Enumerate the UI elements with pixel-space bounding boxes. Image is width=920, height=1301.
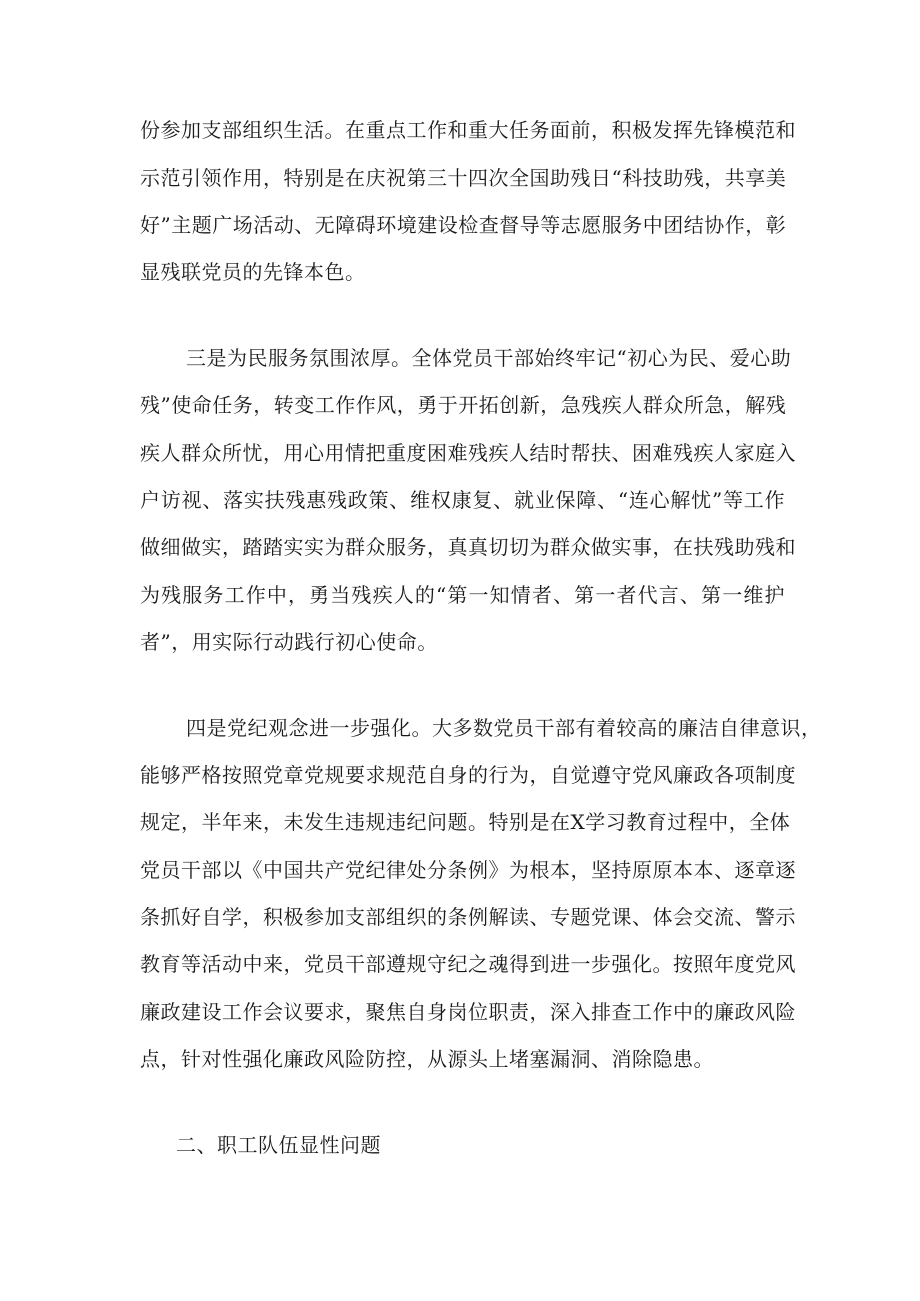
paragraph-line: 户访视、落实扶残惠残政策、维权康复、就业保障、“连心解忧”等工作 [140, 488, 785, 512]
paragraph-line: 教育等活动中来，党员干部遵规守纪之魂得到进一步强化。按照年度党风 [140, 952, 796, 976]
section-heading: 二、职工队伍显性问题 [176, 1133, 381, 1157]
paragraph-line: 者”，用实际行动践行初心使命。 [140, 630, 438, 654]
paragraph-line: 规定，半年来，未发生违规违纪问题。特别是在X学习教育过程中，全体 [140, 810, 791, 834]
paragraph-line: 条抓好自学，积极参加支部组织的条例解读、专题党课、体会交流、警示 [140, 905, 796, 929]
paragraph-line: 份参加支部组织生活。在重点工作和重大任务面前，积极发挥先锋模范和 [140, 118, 796, 142]
paragraph-line: 党员干部以《中国共产党纪律处分条例》为根本，坚持原原本本、逐章逐 [140, 858, 796, 882]
paragraph-line: 显残联党员的先锋本色。 [140, 260, 366, 284]
paragraph-line: 好”主题广场活动、无障碍环境建设检查督导等志愿服务中团结协作，彰 [140, 213, 787, 237]
paragraph-line: 四是党纪观念进一步强化。大多数党员干部有着较高的廉洁自律意识， [186, 716, 822, 740]
paragraph-line: 三是为民服务氛围浓厚。全体党员干部始终牢记“初心为民、爱心助 [186, 346, 792, 370]
paragraph-line: 为残服务工作中，勇当残疾人的“第一知情者、第一者代言、第一维护 [140, 583, 785, 607]
paragraph-line: 疾人群众所忧，用心用情把重度困难残疾人结时帮扶、困难残疾人家庭入 [140, 441, 796, 465]
paragraph-line: 能够严格按照党章党规要求规范自身的行为，自觉遵守党风廉政各项制度 [140, 763, 796, 787]
paragraph-line: 廉政建设工作会议要求，聚焦自身岗位职责，深入排查工作中的廉政风险 [140, 1000, 796, 1024]
paragraph-line: 点，针对性强化廉政风险防控，从源头上堵塞漏洞、消除隐患。 [140, 1047, 714, 1071]
paragraph-line: 示范引领作用，特别是在庆祝第三十四次全国助残日“科技助残，共享美 [140, 166, 787, 190]
paragraph-line: 残”使命任务，转变工作作风，勇于开拓创新，急残疾人群众所急，解残 [140, 393, 787, 417]
paragraph-line: 做细做实，踏踏实实为群众服务，真真切切为群众做实事，在扶残助残和 [140, 535, 796, 559]
